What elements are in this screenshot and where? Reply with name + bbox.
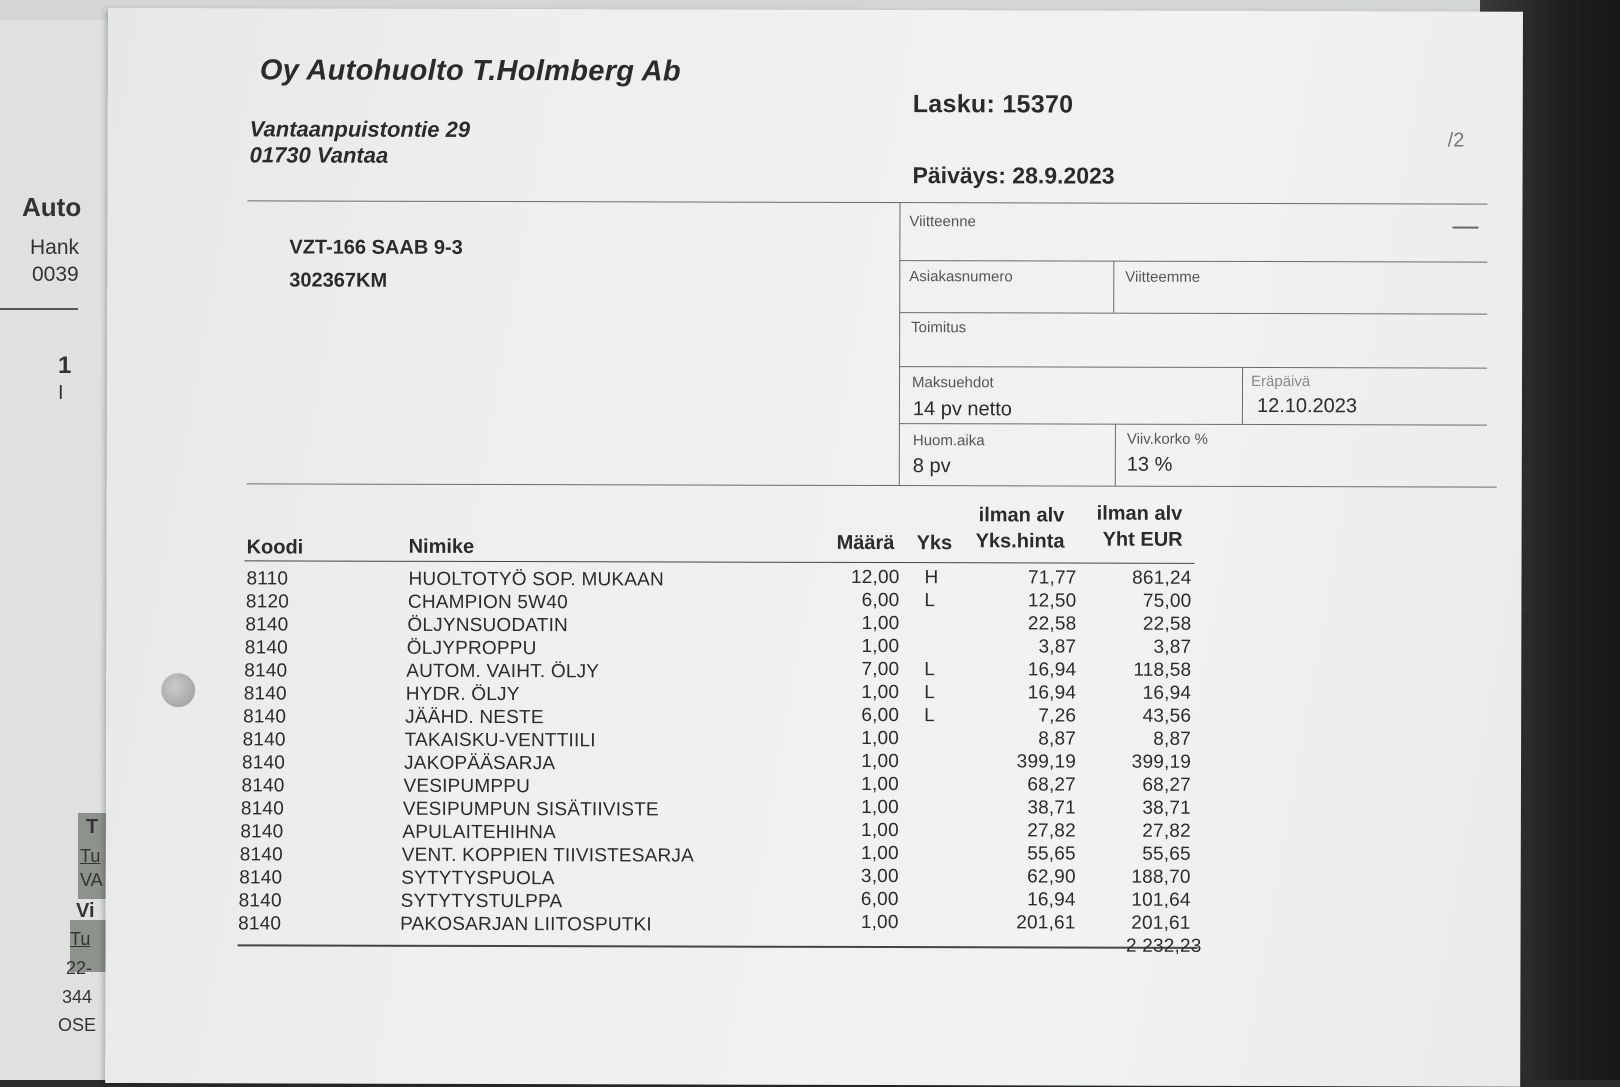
cell-yht: 27,82 xyxy=(1101,821,1191,843)
cell-nimike: APULAITEHIHNA xyxy=(402,822,802,845)
cell-maara: 1,00 xyxy=(831,682,899,704)
cell-yht: 101,64 xyxy=(1101,890,1191,912)
background-fragment: Tu xyxy=(80,846,100,867)
toimitus-label: Toimitus xyxy=(911,319,966,336)
cell-nimike: VESIPUMPUN SISÄTIIVISTE xyxy=(403,799,803,822)
cell-yks-hinta: 55,65 xyxy=(986,843,1076,865)
company-street: Vantaanpuistontie 29 xyxy=(250,116,471,143)
cell-yht: 22,58 xyxy=(1101,614,1191,636)
cell-nimike: HUOLTOTYÖ SOP. MUKAAN xyxy=(408,569,808,592)
cell-yks: L xyxy=(924,590,944,612)
cell-yks-hinta: 399,19 xyxy=(986,751,1076,773)
cell-nimike: VENT. KOPPIEN TIIVISTESARJA xyxy=(402,845,802,868)
cell-yks-hinta: 27,82 xyxy=(986,820,1076,842)
asiakasnumero-label: Asiakasnumero xyxy=(909,268,1012,285)
cell-yht: 861,24 xyxy=(1101,568,1191,590)
cell-yks-hinta: 16,94 xyxy=(986,889,1076,911)
background-title: Auto xyxy=(22,192,81,223)
cell-koodi: 8120 xyxy=(246,591,306,613)
col-header-koodi: Koodi xyxy=(247,536,304,559)
invoice-number: Lasku: 15370 xyxy=(913,90,1074,119)
col-header-nimike: Nimike xyxy=(409,536,475,559)
cell-nimike: PAKOSARJAN LIITOSPUTKI xyxy=(400,914,800,937)
cell-nimike: ÖLJYNSUODATIN xyxy=(407,615,807,638)
cell-nimike: HYDR. ÖLJY xyxy=(406,684,806,707)
cell-maara: 6,00 xyxy=(831,590,899,612)
cell-yks-hinta: 7,26 xyxy=(986,705,1076,727)
cell-maara: 3,00 xyxy=(831,866,899,888)
margin-mark xyxy=(1452,227,1478,229)
background-fragment: Tu xyxy=(70,929,90,950)
cell-yht: 68,27 xyxy=(1101,775,1191,797)
punch-hole xyxy=(161,673,195,707)
maksuehdot-label: Maksuehdot xyxy=(912,374,994,391)
cell-yks-hinta: 62,90 xyxy=(986,866,1076,888)
cell-yht: 16,94 xyxy=(1101,683,1191,705)
header-top-rule xyxy=(247,200,1487,204)
background-mark: I xyxy=(58,382,64,405)
cell-yks-hinta: 71,77 xyxy=(986,567,1076,589)
cell-yht: 43,56 xyxy=(1101,706,1191,728)
background-fragment: VA xyxy=(80,870,103,891)
cell-koodi: 8140 xyxy=(243,729,303,751)
background-number: 22- xyxy=(66,958,92,979)
background-line: Hank xyxy=(30,236,79,260)
cell-maara: 6,00 xyxy=(831,705,899,727)
invoice-page xyxy=(105,8,1523,1087)
maksuehdot-value: 14 pv netto xyxy=(913,398,1012,421)
col-header-yks-hinta: Yks.hinta xyxy=(976,530,1065,553)
cell-nimike: CHAMPION 5W40 xyxy=(408,592,808,615)
cell-koodi: 8140 xyxy=(241,798,301,820)
cell-koodi: 8140 xyxy=(240,821,300,843)
col-header-yht-top: ilman alv xyxy=(1097,503,1183,526)
cell-yht: 75,00 xyxy=(1101,591,1191,613)
cell-nimike: SYTYTYSPUOLA xyxy=(401,868,801,891)
cell-koodi: 8140 xyxy=(245,614,305,636)
cell-yht: 38,71 xyxy=(1101,798,1191,820)
table-bottom-rule xyxy=(238,944,1198,949)
vehicle-model: VZT-166 SAAB 9-3 xyxy=(289,236,462,259)
cell-yht: 55,65 xyxy=(1101,844,1191,866)
col-header-yht: Yht EUR xyxy=(1103,529,1183,552)
background-number: OSE xyxy=(58,1015,96,1036)
cell-nimike: TAKAISKU-VENTTIILI xyxy=(405,730,805,753)
viivastyskorko-label: Viiv.korko % xyxy=(1127,431,1208,448)
cell-koodi: 8140 xyxy=(244,660,304,682)
cell-yks-hinta: 22,58 xyxy=(986,613,1076,635)
company-name: Oy Autohuolto T.Holmberg Ab xyxy=(260,54,681,88)
info-box-rule xyxy=(899,423,1487,426)
cell-maara: 1,00 xyxy=(831,613,899,635)
cell-maara: 1,00 xyxy=(831,797,899,819)
huomautusaika-value: 8 pv xyxy=(913,455,951,478)
cell-yht: 118,58 xyxy=(1101,660,1191,682)
cell-yks-hinta: 68,27 xyxy=(986,774,1076,796)
cell-yks-hinta: 8,87 xyxy=(986,728,1076,750)
cell-yht: 3,87 xyxy=(1101,637,1191,659)
cell-yks: L xyxy=(924,659,944,681)
cell-yht: 8,87 xyxy=(1101,729,1191,751)
cell-nimike: JÄÄHD. NESTE xyxy=(405,707,805,730)
erapaiva-label: Eräpäivä xyxy=(1251,373,1310,390)
cell-maara: 1,00 xyxy=(831,820,899,842)
cell-yks-hinta: 16,94 xyxy=(986,659,1076,681)
col-header-yks: Yks xyxy=(917,532,953,555)
cell-maara: 6,00 xyxy=(831,889,899,911)
header-bottom-rule xyxy=(247,483,1497,487)
invoice-total: 2 232,23 xyxy=(1112,936,1202,958)
cell-nimike: JAKOPÄÄSARJA xyxy=(404,753,804,776)
cell-nimike: VESIPUMPPU xyxy=(403,776,803,799)
cell-maara: 1,00 xyxy=(831,728,899,750)
cell-koodi: 8140 xyxy=(238,913,298,935)
cell-yht: 399,19 xyxy=(1101,752,1191,774)
cell-koodi: 8140 xyxy=(241,775,301,797)
cell-yht: 201,61 xyxy=(1101,913,1191,935)
background-digit: 1 xyxy=(58,352,71,380)
cell-maara: 7,00 xyxy=(831,659,899,681)
cell-yks-hinta: 38,71 xyxy=(986,797,1076,819)
cell-maara: 12,00 xyxy=(831,567,899,589)
cell-koodi: 8140 xyxy=(245,637,305,659)
info-box-divider xyxy=(1113,261,1114,313)
viitteenne-label: Viitteenne xyxy=(909,213,975,230)
cell-nimike: AUTOM. VAIHT. ÖLJY xyxy=(406,661,806,684)
cell-maara: 1,00 xyxy=(831,912,899,934)
viitteemme-label: Viitteemme xyxy=(1125,269,1200,286)
cell-koodi: 8110 xyxy=(246,568,306,590)
info-box-rule xyxy=(899,366,1487,369)
cell-yks: L xyxy=(924,682,944,704)
cell-yks-hinta: 201,61 xyxy=(986,912,1076,934)
erapaiva-value: 12.10.2023 xyxy=(1257,395,1357,418)
info-box-rule xyxy=(899,260,1487,263)
table-header-rule xyxy=(245,560,1195,563)
cell-nimike: ÖLJYPROPPU xyxy=(407,638,807,661)
cell-nimike: SYTYTYSTULPPA xyxy=(401,891,801,914)
cell-yks: H xyxy=(924,567,944,589)
cell-maara: 1,00 xyxy=(831,751,899,773)
page-mark: /2 xyxy=(1448,130,1465,153)
info-box-divider xyxy=(899,202,901,485)
background-fragment: Vi xyxy=(76,900,95,923)
background-line: 0039 xyxy=(32,263,79,287)
cell-koodi: 8140 xyxy=(243,706,303,728)
company-postal: 01730 Vantaa xyxy=(250,142,389,168)
cell-koodi: 8140 xyxy=(244,683,304,705)
info-box-divider xyxy=(1242,367,1243,424)
cell-yht: 188,70 xyxy=(1101,867,1191,889)
col-header-maara: Määrä xyxy=(837,532,895,555)
info-box-rule xyxy=(899,312,1487,315)
cell-koodi: 8140 xyxy=(240,844,300,866)
cell-yks: L xyxy=(924,705,944,727)
cell-yks-hinta: 16,94 xyxy=(986,682,1076,704)
viivastyskorko-value: 13 % xyxy=(1127,454,1173,477)
cell-maara: 1,00 xyxy=(831,774,899,796)
vehicle-mileage: 302367KM xyxy=(289,269,387,292)
huomautusaika-label: Huom.aika xyxy=(913,432,985,449)
info-box-divider xyxy=(1115,424,1116,486)
background-number: 344 xyxy=(62,987,92,1008)
cell-koodi: 8140 xyxy=(239,890,299,912)
cell-maara: 1,00 xyxy=(831,636,899,658)
col-header-hinta-top: ilman alv xyxy=(979,504,1065,527)
invoice-date: Päiväys: 28.9.2023 xyxy=(913,162,1115,190)
cell-koodi: 8140 xyxy=(239,867,299,889)
cell-yks-hinta: 3,87 xyxy=(986,636,1076,658)
background-divider xyxy=(0,308,78,310)
background-fragment: T xyxy=(86,816,98,839)
cell-yks-hinta: 12,50 xyxy=(986,590,1076,612)
cell-koodi: 8140 xyxy=(242,752,302,774)
cell-maara: 1,00 xyxy=(831,843,899,865)
